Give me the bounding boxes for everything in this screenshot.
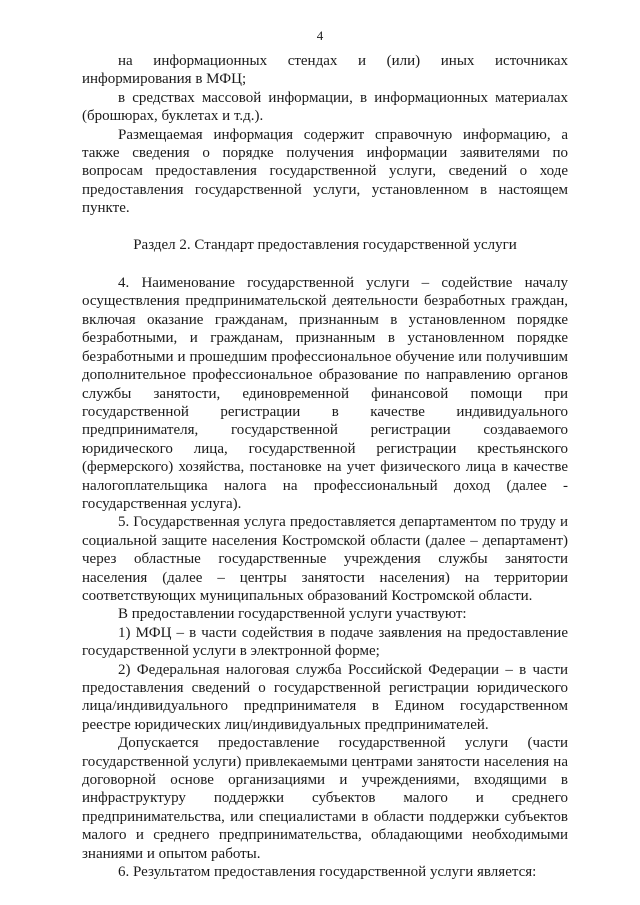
paragraph-item-4: 4. Наименование государственной услуги – содействие началу осуществления предпринимательской деятельности безработных граждан, включая оказание гражданам, признанным в установленном порядке безработными, и гражданам, признанным в установленном порядке безработными и прошедшим профессиональное обучение или получившим дополнительное профессиональное образование по направлению органов службы занятости, единовременной финансовой помощи при государственной регистрации в качестве индивидуального предпринимателя, государственной регистрации создаваемого юридического лица, государственной регистрации крестьянского (фермерского) хозяйства, постановке на учет физического лица в качестве налогоплательщика налога на профессиональный доход (далее - государственная услуга). bbox=[82, 275, 568, 512]
paragraph-item-5: 5. Государственная услуга предоставляется департаментом по труду и социальной защите населения Костромской области (далее – департамент) через областные государственные учреждения службы занятости населения (далее – центры занятости населения) на территории соответствующих муниципальных образований Костромской области. bbox=[82, 514, 568, 604]
paragraph-item-6: 6. Результатом предоставления государственной услуги является: bbox=[118, 864, 537, 881]
paragraph-mass-media: в средствах массовой информации, в информационных материалах (брошюрах, буклетах и т.д.). bbox=[82, 89, 568, 125]
paragraph-participants: В предоставлении государственной услуги участвуют: bbox=[118, 606, 467, 623]
section-title: Раздел 2. Стандарт предоставления государственной услуги bbox=[133, 236, 517, 253]
paragraph-participant-tax-service: 2) Федеральная налоговая служба Российской Федерации – в части предоставления сведений о государственной регистрации юридического лица/индивидуального предпринимателя в Едином государственном реестре юридических лиц/индивидуальных предпринимателей. bbox=[82, 661, 568, 733]
paragraph-info-stands: на информационных стендах и (или) иных источниках информирования в МФЦ; bbox=[82, 53, 568, 88]
paragraph-reference-info: Размещаемая информация содержит справочную информацию, а также сведения о порядке получения информации заявителями по вопросам предоставления государственной услуги, сведений о ходе предоставления государственной услуги, установленном в настоящем пункте. bbox=[82, 126, 568, 217]
paragraph-allowed-providers: Допускается предоставление государственной услуги (части государственной услуги) привлекаемыми центрами занятости населения на договорной основе организациями и учреждениями, входящими в инфраструктуру поддержки субъектов малого и среднего предпринимательства, или специалистами в области поддержки субъектов малого и среднего предпринимательства, обладающими необходимыми знаниями и опытом работы. bbox=[82, 735, 568, 862]
document-body bbox=[82, 52, 568, 881]
page-number: 4 bbox=[316, 28, 324, 43]
paragraph-participant-mfc: 1) МФЦ – в части содействия в подаче заявления на предоставление государственной услуги в электронной форме; bbox=[82, 624, 568, 660]
